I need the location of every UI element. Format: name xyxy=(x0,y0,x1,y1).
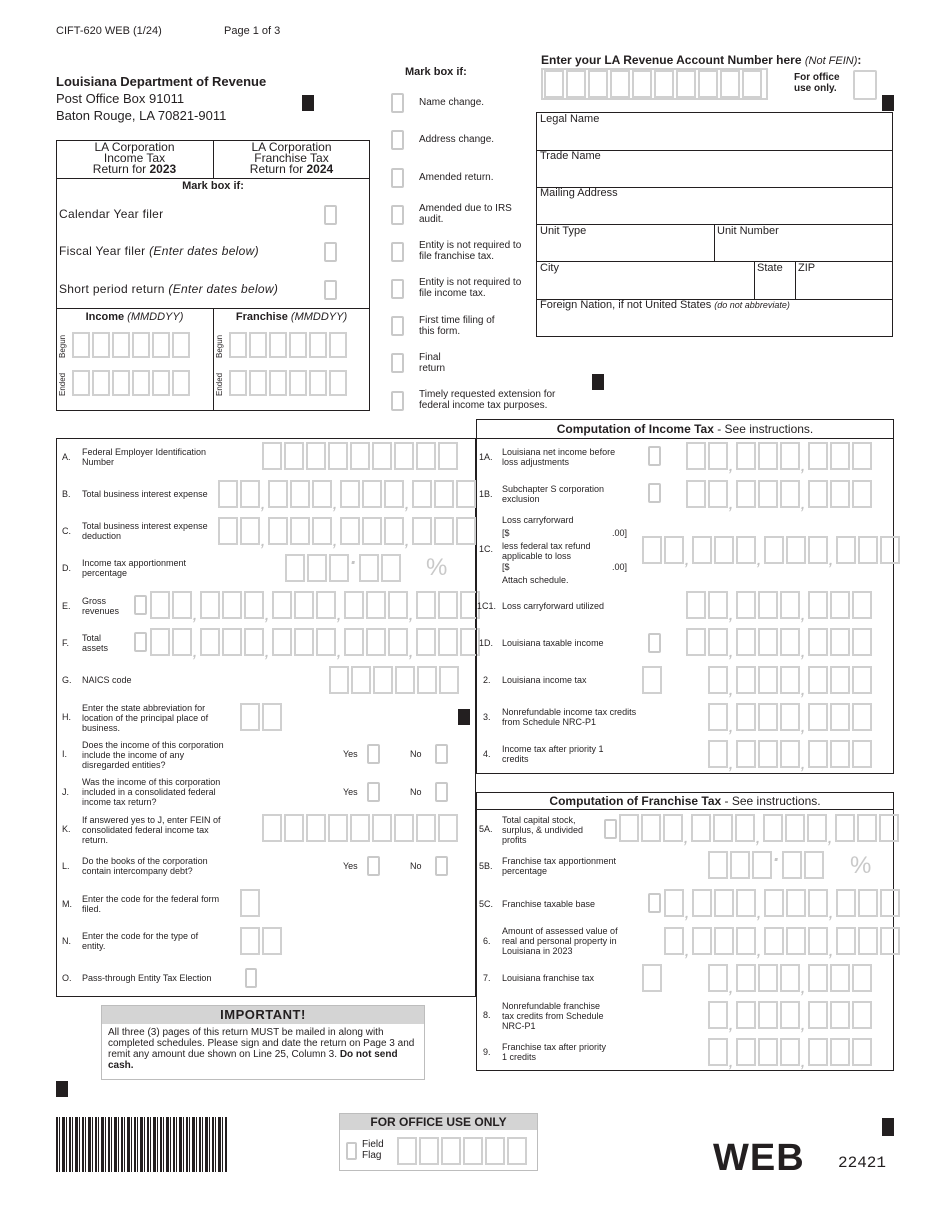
line-5a-number: 5A. xyxy=(479,824,493,834)
naics-code-input[interactable] xyxy=(329,665,459,695)
first-time-label: First time filing of this form. xyxy=(419,315,495,337)
line-i-no-checkbox[interactable] xyxy=(435,744,448,764)
fein-input[interactable] xyxy=(262,441,458,471)
line-j-yes-label: Yes xyxy=(343,787,358,797)
less-refund-label: less federal tax refund applicable to loss xyxy=(502,541,591,561)
account-number-input[interactable] xyxy=(544,69,762,99)
interest-expense-input[interactable] xyxy=(218,479,476,509)
refund-bracket: [$ xyxy=(502,562,510,572)
important-box xyxy=(101,1005,425,1080)
line-4-label: Income tax after priority 1 credits xyxy=(502,744,604,764)
calendar-year-checkbox[interactable] xyxy=(324,205,337,225)
line-1b-sign-checkbox[interactable] xyxy=(648,483,661,503)
line-3-label: Nonrefundable income tax credits from Schedule NRC-P1 xyxy=(502,707,637,727)
loss-carryforward-label: Loss carryforward xyxy=(502,515,574,525)
city-zip: Baton Rouge, LA 70821-9011 xyxy=(56,108,227,123)
line-d-number: D. xyxy=(62,563,71,573)
line-o-number: O. xyxy=(62,973,72,983)
city-field[interactable]: City xyxy=(540,262,559,274)
line-1c1-label: Loss carryforward utilized xyxy=(502,601,605,611)
line-1d-label: Louisiana taxable income xyxy=(502,638,604,648)
line-8-number: 8. xyxy=(483,1010,491,1020)
fiscal-year-label: Fiscal Year filer (Enter dates below) xyxy=(59,244,259,258)
income-tax-heading: Computation of Income Tax - See instructions. xyxy=(476,419,894,439)
registration-mark xyxy=(56,1081,68,1097)
line-9-input[interactable] xyxy=(708,1037,872,1067)
important-title: IMPORTANT! xyxy=(102,1006,424,1024)
unit-number-field[interactable]: Unit Number xyxy=(717,225,779,237)
line-5c-label: Franchise taxable base xyxy=(502,899,596,909)
line-7-code-input[interactable] xyxy=(642,963,662,993)
percent-sign: % xyxy=(850,852,872,879)
registration-mark xyxy=(458,709,470,725)
line-i-yes-label: Yes xyxy=(343,749,358,759)
line-1b-number: 1B. xyxy=(479,489,493,499)
gross-revenues-input[interactable] xyxy=(150,590,480,620)
amended-return-label: Amended return. xyxy=(419,172,494,183)
line-1d-input[interactable] xyxy=(686,627,872,657)
line-6-label: Amount of assessed value of real and personal property in Louisiana in 2023 xyxy=(502,926,618,956)
line-g-number: G. xyxy=(62,675,72,685)
line-3-number: 3. xyxy=(483,712,491,722)
pte-election-checkbox[interactable] xyxy=(245,968,257,988)
franchise-apportionment-input[interactable] xyxy=(708,850,824,880)
first-time-checkbox[interactable] xyxy=(391,316,404,336)
franchise-return-label: LA Corporation Franchise Tax Return for 2024 xyxy=(249,140,334,176)
line-h-number: H. xyxy=(62,712,71,722)
gross-revenues-sign-checkbox[interactable] xyxy=(134,595,147,615)
line-j-number: J. xyxy=(62,787,70,797)
zip-field[interactable]: ZIP xyxy=(798,262,816,274)
line-7-input[interactable] xyxy=(708,963,872,993)
line-5c-input[interactable] xyxy=(664,888,900,918)
amended-irs-label: Amended due to IRS audit. xyxy=(419,203,512,225)
line-2-input[interactable] xyxy=(708,665,872,695)
web-label: WEB xyxy=(713,1137,805,1179)
not-required-income-checkbox[interactable] xyxy=(391,279,404,299)
field-flag-label: Field Flag xyxy=(362,1139,384,1161)
line-i-yes-checkbox[interactable] xyxy=(367,744,380,764)
income-year: 2023 xyxy=(149,162,177,176)
income-ended-label: Ended xyxy=(58,372,67,396)
income-ended-date[interactable] xyxy=(72,368,190,398)
total-assets-sign-checkbox[interactable] xyxy=(134,632,147,652)
line-g-label: NAICS code xyxy=(82,675,132,685)
office-use-box xyxy=(853,70,877,100)
line-1c-number: 1C. xyxy=(479,544,494,554)
office-use-label: For office use only. xyxy=(794,72,840,94)
line-1a-label: Louisiana net income before loss adjustments xyxy=(502,447,616,467)
line-m-number: M. xyxy=(62,899,72,909)
mark-box-title: Mark box if: xyxy=(405,66,467,78)
line-1a-sign-checkbox[interactable] xyxy=(648,446,661,466)
extension-checkbox[interactable] xyxy=(391,391,404,411)
field-flag-input xyxy=(397,1136,527,1166)
attach-schedule-label: Attach schedule. xyxy=(502,575,569,585)
line-9-label: Franchise tax after priority 1 credits xyxy=(502,1042,607,1062)
short-period-label: Short period return (Enter dates below) xyxy=(59,282,279,296)
registration-mark xyxy=(302,95,314,111)
line-8-input[interactable] xyxy=(708,1000,872,1030)
legal-name-field[interactable]: Legal Name xyxy=(540,113,600,125)
amended-irs-checkbox[interactable] xyxy=(391,205,404,225)
franchise-year: 2024 xyxy=(306,162,334,176)
line-1c-input[interactable] xyxy=(642,535,900,565)
foreign-nation-field[interactable]: Foreign Nation, if not United States (do not abbreviate) xyxy=(540,299,790,311)
line-j-yes-checkbox[interactable] xyxy=(367,782,380,802)
line-l-no-label: No xyxy=(410,861,422,871)
not-required-income-label: Entity is not required to file income tax. xyxy=(419,277,522,299)
line-o-label: Pass-through Entity Tax Election xyxy=(82,973,212,983)
line-5b-number: 5B. xyxy=(479,861,493,871)
state-abbreviation-input[interactable] xyxy=(240,702,282,732)
extension-label: Timely requested extension for federal income tax purposes. xyxy=(419,389,556,411)
registration-mark xyxy=(882,95,894,111)
line-1b-label: Subchapter S corporation exclusion xyxy=(502,484,605,504)
field-flag-checkbox[interactable] xyxy=(346,1142,357,1160)
line-2-number: 2. xyxy=(483,675,491,685)
registration-mark xyxy=(592,374,604,390)
line-4-input[interactable] xyxy=(708,739,872,769)
line-k-label: If answered yes to J, enter FEIN of consolidated federal income tax return. xyxy=(82,815,221,845)
income-begun-label: Begun xyxy=(58,334,67,358)
line-j-no-label: No xyxy=(410,787,422,797)
final-return-checkbox[interactable] xyxy=(391,353,404,373)
line-1c1-input[interactable] xyxy=(686,590,872,620)
loss-carryforward-bracket: [$ xyxy=(502,528,510,538)
mark-box-heading: Mark box if: xyxy=(182,180,244,192)
income-begun-date[interactable] xyxy=(72,330,190,360)
line-5b-label: Franchise tax apportionment percentage xyxy=(502,856,617,876)
line-5a-input[interactable] xyxy=(619,813,899,843)
amended-return-checkbox[interactable] xyxy=(391,168,404,188)
line-1c1-number: 1C1. xyxy=(477,601,497,611)
total-assets-input[interactable] xyxy=(150,627,480,657)
line-a-label: Federal Employer Identification Number xyxy=(82,447,207,467)
form-code: 22421 xyxy=(838,1154,887,1172)
office-use-title: FOR OFFICE USE ONLY xyxy=(340,1114,537,1130)
line-l-no-checkbox[interactable] xyxy=(435,856,448,876)
line-e-label: Gross revenues xyxy=(82,596,120,616)
department-name: Louisiana Department of Revenue xyxy=(56,74,267,89)
line-4-number: 4. xyxy=(483,749,491,759)
line-e-number: E. xyxy=(62,601,71,611)
line-6-input[interactable] xyxy=(664,926,900,956)
line-f-number: F. xyxy=(62,638,70,648)
line-i-no-label: No xyxy=(410,749,422,759)
not-required-franchise-checkbox[interactable] xyxy=(391,242,404,262)
line-l-number: L. xyxy=(62,861,70,871)
line-c-label: Total business interest expense deduction xyxy=(82,521,208,541)
line-2-label: Louisiana income tax xyxy=(502,675,587,685)
income-apportionment-input[interactable] xyxy=(285,553,401,583)
calendar-year-label: Calendar Year filer xyxy=(59,207,164,221)
line-1d-number: 1D. xyxy=(479,638,494,648)
line-7-number: 7. xyxy=(483,973,491,983)
percent-sign: % xyxy=(426,554,448,581)
loss-carryforward-cents: .00] xyxy=(612,528,628,538)
franchise-tax-heading: Computation of Franchise Tax - See instructions. xyxy=(476,792,894,810)
final-return-label: Final return xyxy=(419,352,446,374)
interest-deduction-input[interactable] xyxy=(218,516,476,546)
line-2-code-input[interactable] xyxy=(642,665,662,695)
po-box: Post Office Box 91011 xyxy=(56,91,185,106)
unit-type-field[interactable]: Unit Type xyxy=(540,225,587,237)
account-number-label: Enter your LA Revenue Account Number here (Not FEIN): xyxy=(541,53,862,67)
line-b-number: B. xyxy=(62,489,71,499)
entity-type-code-input[interactable] xyxy=(240,926,282,956)
line-f-label: Total assets xyxy=(82,633,109,653)
line-b-label: Total business interest expense xyxy=(82,489,208,499)
line-1a-input[interactable] xyxy=(686,441,872,471)
address-change-checkbox[interactable] xyxy=(391,130,404,150)
line-n-label: Enter the code for the type of entity. xyxy=(82,931,199,951)
line-1b-input[interactable] xyxy=(686,479,872,509)
trade-name-field[interactable]: Trade Name xyxy=(540,150,601,162)
franchise-begun-date[interactable] xyxy=(229,330,347,360)
form-id: CIFT-620 WEB (1/24) xyxy=(56,25,162,37)
income-dates-header: Income (MMDDYY) xyxy=(85,311,184,323)
line-6-number: 6. xyxy=(483,936,491,946)
name-change-checkbox[interactable] xyxy=(391,93,404,113)
line-1a-number: 1A. xyxy=(479,452,493,462)
line-l-yes-label: Yes xyxy=(343,861,358,871)
line-a-number: A. xyxy=(62,452,71,462)
important-text: All three (3) pages of this return MUST be mailed in along with completed schedules. Please sign and date the return on Page 3 and remit any amount due shown on Line 25, Column 3. Do not send cash. xyxy=(108,1027,415,1071)
line-i-number: I. xyxy=(62,749,68,759)
franchise-ended-label: Ended xyxy=(215,372,224,396)
line-j-label: Was the income of this corporation included in a consolidated federal income tax return? xyxy=(82,777,221,807)
line-5c-sign-checkbox[interactable] xyxy=(648,893,661,913)
not-required-franchise-label: Entity is not required to file franchise tax. xyxy=(419,240,522,262)
line-j-no-checkbox[interactable] xyxy=(435,782,448,802)
registration-mark xyxy=(882,1118,894,1136)
line-5c-number: 5C. xyxy=(479,899,494,909)
line-8-label: Nonrefundable franchise tax credits from Schedule NRC-P1 xyxy=(502,1001,604,1031)
franchise-dates-header: Franchise (MMDDYY) xyxy=(235,311,348,323)
line-l-label: Do the books of the corporation contain intercompany debt? xyxy=(82,856,208,876)
barcode xyxy=(56,1117,228,1172)
line-h-label: Enter the state abbreviation for location of the principal place of business. xyxy=(82,703,209,733)
line-c-number: C. xyxy=(62,526,71,536)
fiscal-year-checkbox[interactable] xyxy=(324,242,337,262)
consolidated-fein-input[interactable] xyxy=(262,813,458,843)
franchise-begun-label: Begun xyxy=(215,334,224,358)
short-period-checkbox[interactable] xyxy=(324,280,337,300)
address-change-label: Address change. xyxy=(419,134,495,145)
line-9-number: 9. xyxy=(483,1047,491,1057)
line-5a-label: Total capital stock, surplus, & undivided profits xyxy=(502,815,584,845)
refund-cents: .00] xyxy=(612,562,628,572)
line-i-label: Does the income of this corporation include the income of any disregarded entities? xyxy=(82,740,224,770)
line-n-number: N. xyxy=(62,936,71,946)
line-l-yes-checkbox[interactable] xyxy=(367,856,380,876)
franchise-ended-date[interactable] xyxy=(229,368,347,398)
line-k-number: K. xyxy=(62,824,71,834)
state-field[interactable]: State xyxy=(757,262,783,274)
line-3-input[interactable] xyxy=(708,702,872,732)
line-7-label: Louisiana franchise tax xyxy=(502,973,595,983)
mailing-address-field[interactable]: Mailing Address xyxy=(540,187,618,199)
federal-form-code-input[interactable] xyxy=(240,888,260,918)
page-number: Page 1 of 3 xyxy=(224,25,281,37)
name-change-label: Name change. xyxy=(419,97,485,108)
income-return-label: LA Corporation Income Tax Return for 2023 xyxy=(92,140,177,176)
line-5a-sign-checkbox[interactable] xyxy=(604,819,617,839)
line-1d-sign-checkbox[interactable] xyxy=(648,633,661,653)
line-d-label: Income tax apportionment percentage xyxy=(82,558,187,578)
line-m-label: Enter the code for the federal form filed. xyxy=(82,894,220,914)
